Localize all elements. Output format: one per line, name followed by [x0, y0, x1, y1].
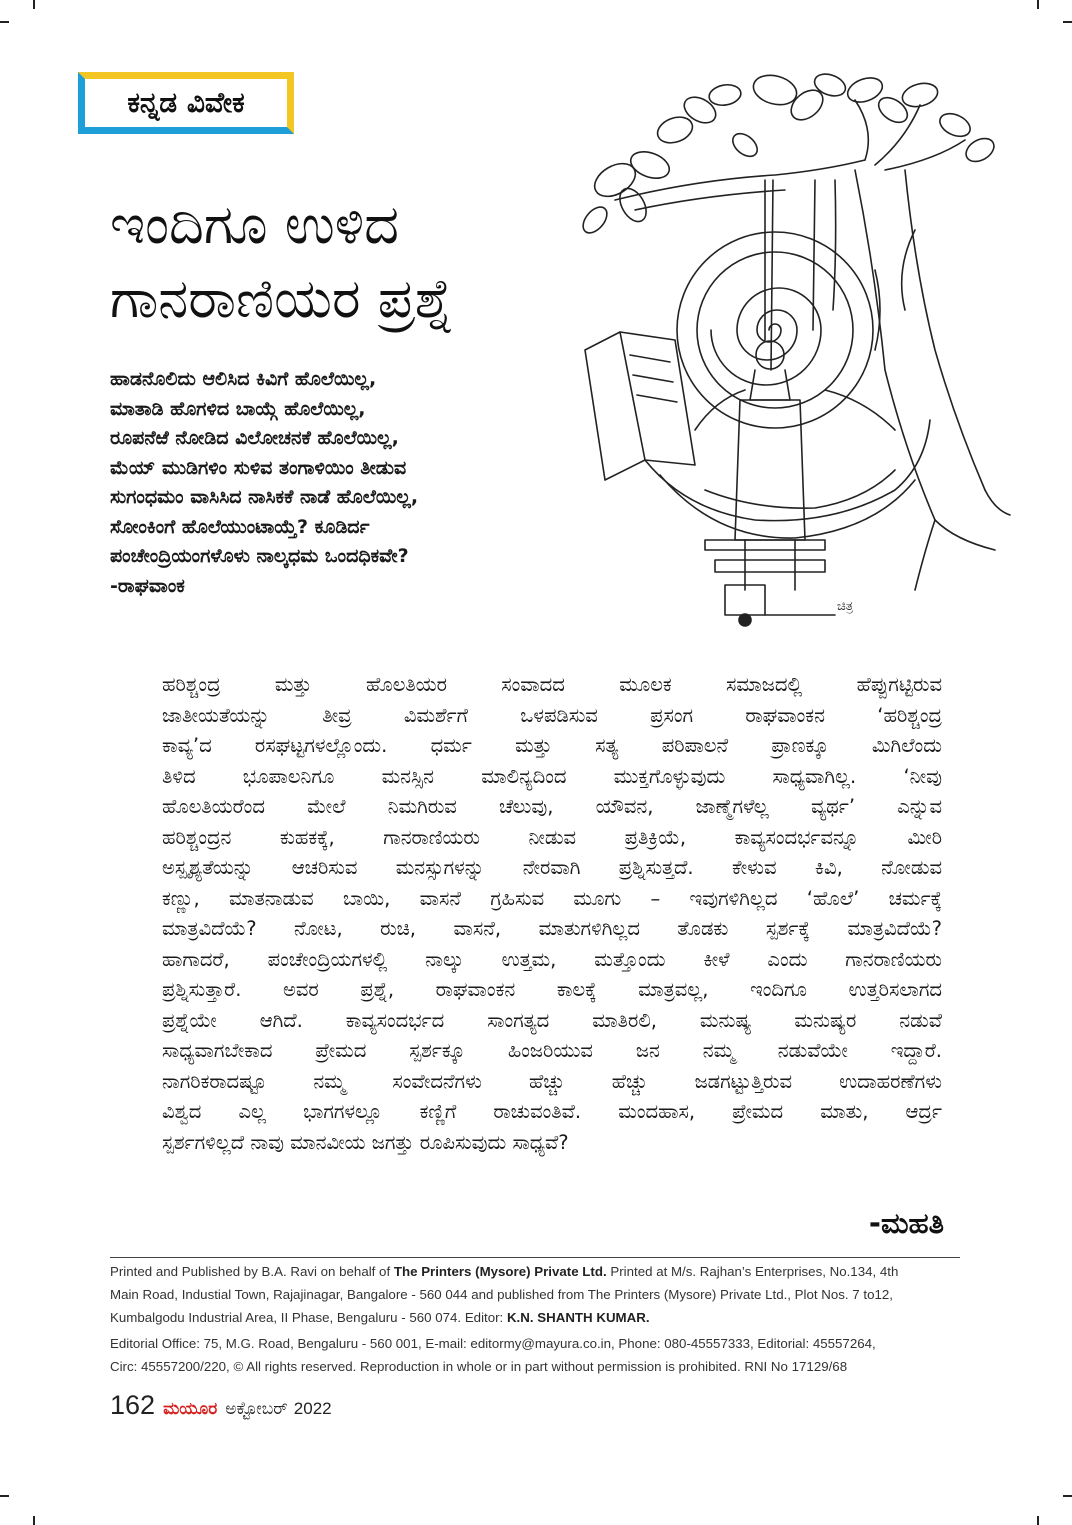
tree-trunk — [615, 100, 1010, 590]
article-headline — [110, 188, 570, 336]
body-line: ಅಸ್ಪೃಶ್ಯತೆಯನ್ನು ಆಚರಿಸುವ ಮನಸ್ಸುಗಳನ್ನು ನೇರವಾಗಿ ಪ್ರಶ್ನಿಸುತ್ತದೆ. ಕೇಳುವ ಕಿವಿ, ನೋಡುವ — [162, 856, 942, 879]
crop-mark — [1037, 1516, 1039, 1525]
imprint-divider — [110, 1257, 960, 1258]
headline-line: ಇಂದಿಗೂ ಉಳಿದ — [110, 193, 400, 256]
imprint-text: Kumbalgodu Industrial Area, II Phase, Bengaluru - 560 074. Editor: — [110, 1310, 507, 1325]
verse-line: ಹಾಡನೊಲಿದು ಆಲಿಸಿದ ಕಿವಿಗೆ ಹೊಲೆಯಿಲ್ಲ, — [110, 368, 377, 390]
verse-line: ಮೆಯ್ ಮುಡಿಗಳಿಂ ಸುಳಿವ ತಂಗಾಳಿಯಿಂ ತೀಡುವ — [110, 456, 407, 479]
body-line: ನಾಗರಿಕರಾದಷ್ಟೂ ನಮ್ಮ ಸಂವೇದನೆಗಳು ಹೆಚ್ಚು ಹೆಚ್ಚು ಜಡಗಟ್ಟುತ್ತಿರುವ ಉದಾಹರಣೆಗಳು — [162, 1069, 942, 1093]
imprint-text: Editorial Office: 75, M.G. Road, Bengaluru - 560 001, E-mail: editormy@mayura.co.in, Phone: 080-45557333, Editorial: 45557264, — [110, 1336, 876, 1351]
body-line: ಪ್ರಶ್ನೆಯೇ ಆಗಿದೆ. ಕಾವ್ಯಸಂದರ್ಭದ ಸಾಂಗತ್ಯದ ಮಾತಿರಲಿ, ಮನುಷ್ಯ ಮನುಷ್ಯರ ನಡುವೆ — [162, 1008, 942, 1032]
verse-line: ರೂಪನೆಱೆ ನೋಡಿದ ವಿಲೋಚನಕೆ ಹೊಲೆಯಿಲ್ಲ, — [110, 427, 399, 449]
author-signature: -ಮಹತಿ — [868, 1206, 944, 1240]
imprint-publisher — [110, 1260, 960, 1329]
crop-mark — [0, 1495, 9, 1497]
imprint-publisher-name: The Printers (Mysore) Private Ltd. — [393, 1264, 607, 1279]
verse-line: ಸುಗಂಧಮಂ ವಾಸಿಸಿದ ನಾಸಿಕಕೆ ನಾಡೆ ಹೊಲೆಯಿಲ್ಲ, — [110, 486, 419, 508]
body-line: ವಿಶ್ವದ ಎಲ್ಲ ಭಾಗಗಳಲ್ಲೂ ಕಣ್ಣಿಗೆ ರಾಚುವಂತಿವೆ. ಮಂದಹಾಸ, ಪ್ರೇಮದ ಮಾತು, ಆರ್ದ್ರ — [162, 1100, 942, 1123]
body-line: ಮಾತ್ರವಿದೆಯೆ? ನೋಟ, ರುಚಿ, ವಾಸನೆ, ಮಾತುಗಳಿಗಿಲ್ಲದ ತೊಡಕು ಸ್ಪರ್ಶಕ್ಕೆ ಮಾತ್ರವಿದೆಯೆ? — [162, 917, 942, 940]
imprint-editorial — [110, 1332, 960, 1378]
body-line: ಸ್ಪರ್ಶಗಳಿಲ್ಲದೆ ನಾವು ಮಾನವೀಯ ಜಗತ್ತು ರೂಪಿಸುವುದು ಸಾಧ್ಯವೆ? — [162, 1130, 569, 1154]
imprint-text: Printed at M/s. Rajhan’s Enterprises, No.134, 4th — [606, 1264, 899, 1279]
body-line: ಹರಿಶ್ಚಂದ್ರನ ಕುಹಕಕ್ಕೆ, ಗಾನರಾಣಿಯರು ನೀಡುವ ಪ್ರತಿಕ್ರಿಯೆ, ಕಾವ್ಯಸಂದರ್ಭವನ್ನೂ ಮೀರಿ — [162, 825, 942, 849]
imprint-text: Printed and Published by B.A. Ravi on behalf of — [110, 1264, 394, 1279]
crop-mark — [33, 0, 35, 9]
headline-line: ಗಾನರಾಣಿಯರ ಪ್ರಶ್ನೆ — [110, 267, 454, 330]
crop-mark — [1063, 1495, 1072, 1497]
artist-signature: ಚಿತ್ರ — [837, 599, 854, 614]
body-line: ಹರಿಶ್ಚಂದ್ರ ಮತ್ತು ಹೊಲತಿಯರ ಸಂವಾದದ ಮೂಲಕ ಸಮಾಜದಲ್ಲಿ ಹೆಪ್ಪುಗಟ್ಟಿರುವ — [162, 673, 942, 696]
page-number: 162 — [110, 1390, 156, 1420]
crop-mark — [0, 21, 9, 23]
section-tag — [78, 72, 294, 134]
body-line: ಹೊಲತಿಯರೆಂದ ಮೇಲೆ ನಿಮಗಿರುವ ಚೆಲುವು, ಯೌವನ, ಜಾಣ್ಮೆಗಳೆಲ್ಲ ವ್ಯರ್ಥ’ ಎನ್ನುವ — [162, 795, 942, 818]
epigraph-verse — [110, 365, 590, 600]
issue-month: ಅಕ್ಟೋಬರ್ — [225, 1399, 288, 1419]
base-steps — [705, 540, 835, 626]
crop-mark — [1037, 0, 1039, 9]
verse-author: -ರಾಘವಾಂಕ — [110, 574, 185, 597]
verse-line: ಪಂಚೇಂದ್ರಿಯಂಗಳೊಳು ನಾಲ್ಕಧಮ ಒಂದಧಿಕವೇ? — [110, 545, 409, 567]
leaf-cluster — [578, 70, 998, 237]
figure — [735, 341, 805, 590]
magazine-logo: ಮಯೂರ — [163, 1399, 218, 1419]
spiral — [677, 232, 873, 428]
body-line: ಜಾತೀಯತೆಯನ್ನು ತೀವ್ರ ವಿಮರ್ಶೆಗೆ ಒಳಪಡಿಸುವ ಪ್ರಸಂಗ ರಾಘವಾಂಕನ ‘ಹರಿಶ್ಚಂದ್ರ — [162, 703, 942, 727]
crop-mark — [1063, 21, 1072, 23]
imprint-editor-name: K.N. SHANTH KUMAR. — [506, 1310, 650, 1325]
book — [585, 332, 695, 480]
body-line: ಕಾವ್ಯ’ದ ರಸಘಟ್ಟಗಳಲ್ಲೊಂದು. ಧರ್ಮ ಮತ್ತು ಸತ್ಯ ಪರಿಪಾಲನೆ ಪ್ರಾಣಕ್ಕೂ ಮಿಗಿಲೆಂದು — [162, 734, 942, 757]
article-body — [162, 670, 942, 1158]
body-line: ಸಾಧ್ಯವಾಗಬೇಕಾದ ಪ್ರೇಮದ ಸ್ಪರ್ಶಕ್ಕೂ ಹಿಂಜರಿಯುವ ಜನ ನಮ್ಮ ನಡುವೆಯೇ ಇದ್ದಾರೆ. — [162, 1039, 942, 1062]
crop-mark — [33, 1516, 35, 1525]
verse-line: ಸೋಂಕಿಂಗೆ ಹೊಲೆಯುಂಟಾಯ್ತೆ? ಕೂಡಿರ್ದ — [110, 515, 370, 538]
verse-line: ಮಾತಾಡಿ ಹೊಗಳಿದ ಬಾಯ್ಗೆ ಹೊಲೆಯಿಲ್ಲ, — [110, 397, 366, 420]
body-line: ಕಣ್ಣು, ಮಾತನಾಡುವ ಬಾಯಿ, ವಾಸನೆ ಗ್ರಹಿಸುವ ಮೂಗು – ಇವುಗಳಿಗಿಲ್ಲದ ‘ಹೊಲೆ’ ಚರ್ಮಕ್ಕೆ — [162, 886, 942, 910]
tree-hands-illustration — [575, 70, 1015, 640]
issue-year: 2022 — [293, 1399, 332, 1418]
body-line: ತಿಳಿದ ಭೂಪಾಲನಿಗೂ ಮನಸ್ಸಿನ ಮಾಲಿನ್ಯದಿಂದ ಮುಕ್ತಗೊಳ್ಳುವುದು ಸಾಧ್ಯವಾಗಿಲ್ಲ. ‘ನೀವು — [162, 764, 942, 788]
body-line: ಹಾಗಾದರೆ, ಪಂಚೇಂದ್ರಿಯಗಳಲ್ಲಿ ನಾಲ್ಕು ಉತ್ತಮ, ಮತ್ತೊಂದು ಕೀಳೆ ಎಂದು ಗಾನರಾಣಿಯರು — [162, 947, 942, 971]
page-footer — [110, 1390, 332, 1421]
body-line: ಪ್ರಶ್ನಿಸುತ್ತಾರೆ. ಅವರ ಪ್ರಶ್ನೆ, ರಾಘವಾಂಕನ ಕಾಲಕ್ಕೆ ಮಾತ್ರವಲ್ಲ, ಇಂದಿಗೂ ಉತ್ತರಿಸಲಾಗದ — [162, 978, 942, 1001]
section-tag-label: ಕನ್ನಡ ವಿವೇಕ — [127, 86, 245, 119]
imprint-text: Circ: 45557200/220, © All rights reserved. Reproduction in whole or in part without permission is prohibited. RNI No 17129/68 — [110, 1359, 848, 1374]
imprint-text: Main Road, Industial Town, Rajajinagar, Bangalore - 560 044 and published from The Printers (Mysore) Private Ltd., Plot Nos. 7 to12, — [110, 1287, 893, 1302]
